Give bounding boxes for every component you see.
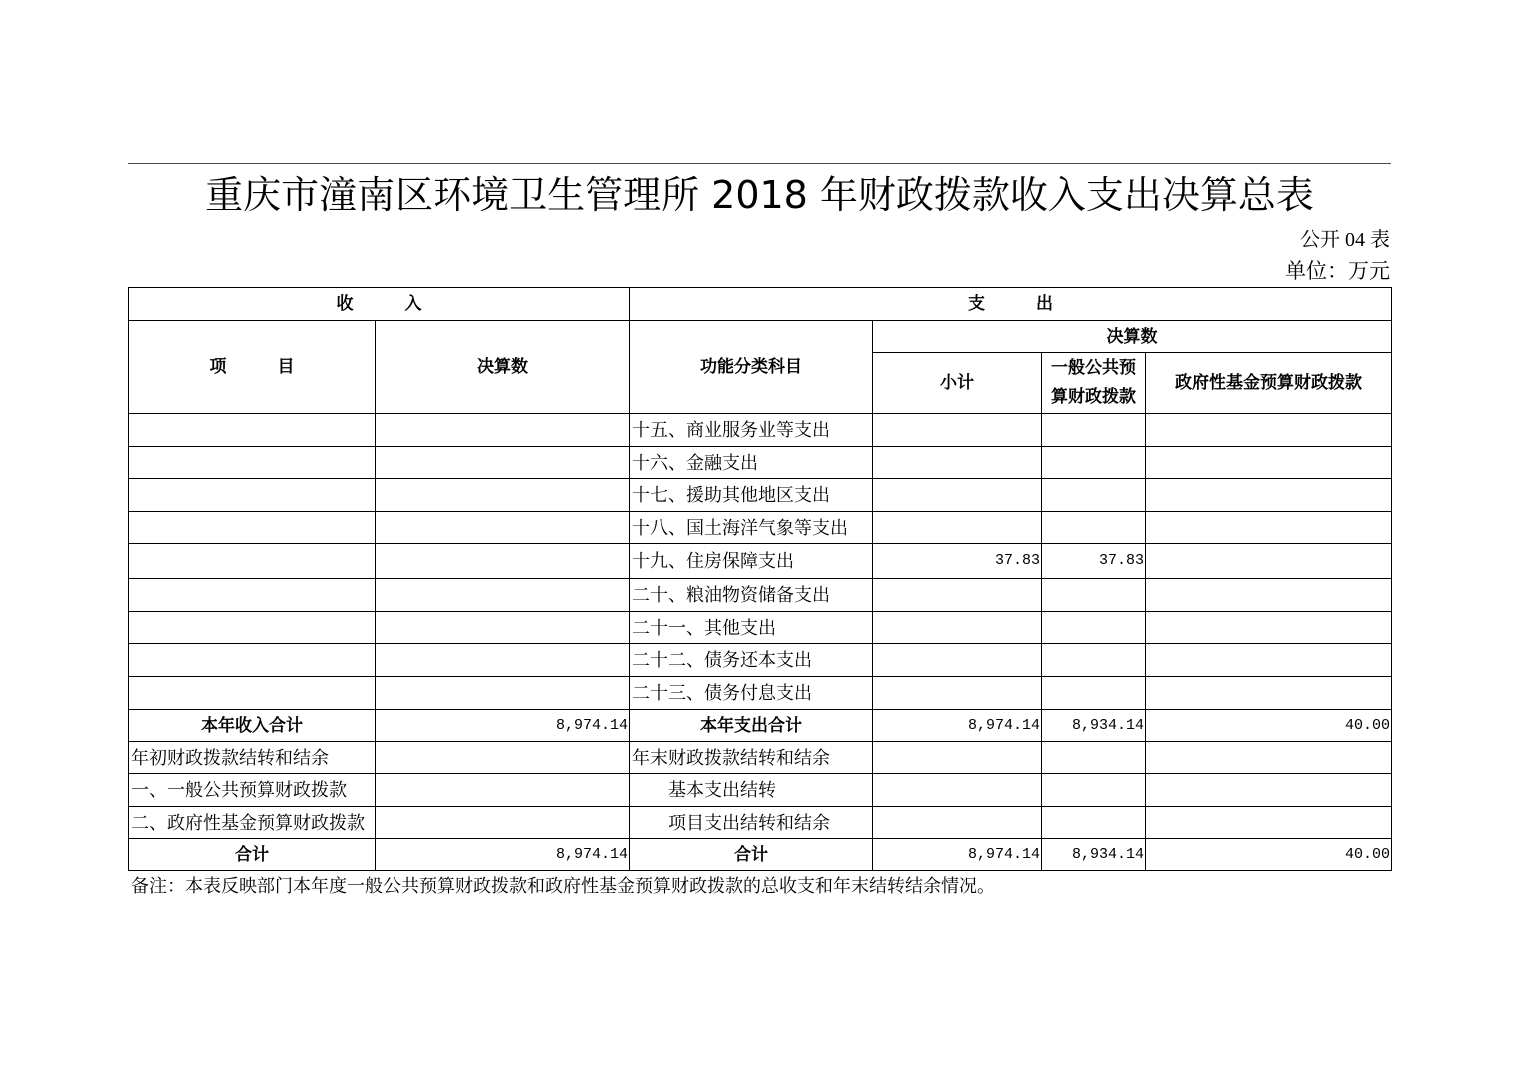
subtotal-cell — [873, 612, 1042, 644]
function-category-cell: 二十一、其他支出 — [630, 612, 873, 644]
gov-fund-cell — [1146, 579, 1392, 612]
grand-total-row — [129, 839, 1392, 871]
header-row-columns — [129, 321, 1392, 353]
subtotal-cell: 8,974.14 — [873, 839, 1042, 871]
income-amount-cell — [376, 479, 630, 512]
table-row — [129, 742, 1392, 774]
general-budget-cell — [1042, 807, 1146, 839]
gov-fund-header: 政府性基金预算财政拨款 — [1146, 353, 1392, 414]
income-item-cell: 一、一般公共预算财政拨款 — [129, 774, 376, 807]
function-category-cell: 十九、住房保障支出 — [630, 544, 873, 579]
function-category-cell: 合计 — [630, 839, 873, 871]
gov-fund-cell — [1146, 414, 1392, 447]
general-budget-cell — [1042, 447, 1146, 479]
income-amount-cell: 8,974.14 — [376, 839, 630, 871]
general-budget-cell — [1042, 612, 1146, 644]
income-item-cell — [129, 544, 376, 579]
income-amount-header: 决算数 — [376, 321, 630, 414]
function-category-cell: 二十三、债务付息支出 — [630, 677, 873, 710]
general-budget-cell: 37.83 — [1042, 544, 1146, 579]
subtotal-cell: 8,974.14 — [873, 710, 1042, 742]
function-category-cell: 本年支出合计 — [630, 710, 873, 742]
gov-fund-cell — [1146, 677, 1392, 710]
expense-amount-header: 决算数 — [873, 321, 1392, 353]
form-number: 公开 04 表 — [1300, 229, 1390, 251]
function-category-cell: 年末财政拨款结转和结余 — [630, 742, 873, 774]
income-amount-cell — [376, 644, 630, 677]
income-amount-cell — [376, 677, 630, 710]
income-amount-cell — [376, 774, 630, 807]
income-item-cell — [129, 677, 376, 710]
general-budget-cell — [1042, 414, 1146, 447]
income-amount-cell — [376, 612, 630, 644]
gov-fund-cell — [1146, 644, 1392, 677]
function-category-cell: 基本支出结转 — [630, 774, 873, 807]
subtotal-cell — [873, 644, 1042, 677]
table-row — [129, 677, 1392, 710]
subtotal-cell — [873, 512, 1042, 544]
function-category-cell: 二十二、债务还本支出 — [630, 644, 873, 677]
income-amount-cell — [376, 447, 630, 479]
gov-fund-cell — [1146, 447, 1392, 479]
table-row — [129, 544, 1392, 579]
general-budget-cell — [1042, 512, 1146, 544]
income-item-cell — [129, 644, 376, 677]
gov-fund-cell: 40.00 — [1146, 710, 1392, 742]
income-item-cell — [129, 612, 376, 644]
income-amount-cell — [376, 512, 630, 544]
gov-fund-cell — [1146, 742, 1392, 774]
general-budget-cell — [1042, 644, 1146, 677]
general-budget-header: 一般公共预算财政拨款 — [1042, 353, 1146, 414]
income-item-cell: 本年收入合计 — [129, 710, 376, 742]
table-row — [129, 612, 1392, 644]
income-amount-cell — [376, 544, 630, 579]
subtotal-cell — [873, 414, 1042, 447]
income-amount-cell — [376, 807, 630, 839]
page-title: 重庆市潼南区环境卫生管理所 2018 年财政拨款收入支出决算总表 — [205, 173, 1314, 217]
subtotal-cell — [873, 774, 1042, 807]
general-budget-cell: 8,934.14 — [1042, 839, 1146, 871]
gov-fund-cell — [1146, 807, 1392, 839]
general-budget-cell — [1042, 677, 1146, 710]
year-total-row — [129, 710, 1392, 742]
gov-fund-cell: 40.00 — [1146, 839, 1392, 871]
income-amount-cell — [376, 414, 630, 447]
general-budget-cell — [1042, 774, 1146, 807]
function-category-cell: 项目支出结转和结余 — [630, 807, 873, 839]
gov-fund-cell — [1146, 479, 1392, 512]
income-amount-cell — [376, 742, 630, 774]
general-budget-cell: 8,934.14 — [1042, 710, 1146, 742]
income-item-cell — [129, 579, 376, 612]
subtotal-header: 小计 — [873, 353, 1042, 414]
subtotal-cell — [873, 579, 1042, 612]
subtotal-cell — [873, 677, 1042, 710]
general-budget-cell — [1042, 479, 1146, 512]
subtotal-cell — [873, 742, 1042, 774]
top-divider — [128, 163, 1391, 164]
subtotal-cell — [873, 807, 1042, 839]
gov-fund-cell — [1146, 512, 1392, 544]
income-item-cell: 二、政府性基金预算财政拨款 — [129, 807, 376, 839]
income-amount-cell: 8,974.14 — [376, 710, 630, 742]
table-row — [129, 479, 1392, 512]
table-row — [129, 414, 1392, 447]
income-group-header: 收 入 — [129, 288, 630, 321]
function-category-cell: 十五、商业服务业等支出 — [630, 414, 873, 447]
income-item-cell — [129, 512, 376, 544]
subtotal-cell: 37.83 — [873, 544, 1042, 579]
gov-fund-cell — [1146, 774, 1392, 807]
income-item-cell — [129, 479, 376, 512]
table-row — [129, 447, 1392, 479]
general-budget-cell — [1042, 579, 1146, 612]
unit-label: 单位：万元 — [1285, 259, 1390, 283]
gov-fund-cell — [1146, 612, 1392, 644]
expense-group-header: 支 出 — [630, 288, 1392, 321]
gov-fund-cell — [1146, 544, 1392, 579]
income-item-cell — [129, 414, 376, 447]
subtotal-cell — [873, 479, 1042, 512]
income-item-cell: 合计 — [129, 839, 376, 871]
function-category-cell: 二十、粮油物资储备支出 — [630, 579, 873, 612]
table-row — [129, 807, 1392, 839]
table-row — [129, 644, 1392, 677]
income-item-cell: 年初财政拨款结转和结余 — [129, 742, 376, 774]
footnote: 备注：本表反映部门本年度一般公共预算财政拨款和政府性基金预算财政拨款的总收支和年末结转结余情况。 — [131, 876, 995, 896]
table-row — [129, 579, 1392, 612]
function-category-cell: 十七、援助其他地区支出 — [630, 479, 873, 512]
function-category-cell: 十六、金融支出 — [630, 447, 873, 479]
subtotal-cell — [873, 447, 1042, 479]
table-row — [129, 774, 1392, 807]
income-amount-cell — [376, 579, 630, 612]
item-header: 项 目 — [129, 321, 376, 414]
budget-table — [128, 287, 1392, 871]
income-item-cell — [129, 447, 376, 479]
function-category-cell: 十八、国土海洋气象等支出 — [630, 512, 873, 544]
function-category-header: 功能分类科目 — [630, 321, 873, 414]
header-row-groups — [129, 288, 1392, 321]
general-budget-cell — [1042, 742, 1146, 774]
table-row — [129, 512, 1392, 544]
